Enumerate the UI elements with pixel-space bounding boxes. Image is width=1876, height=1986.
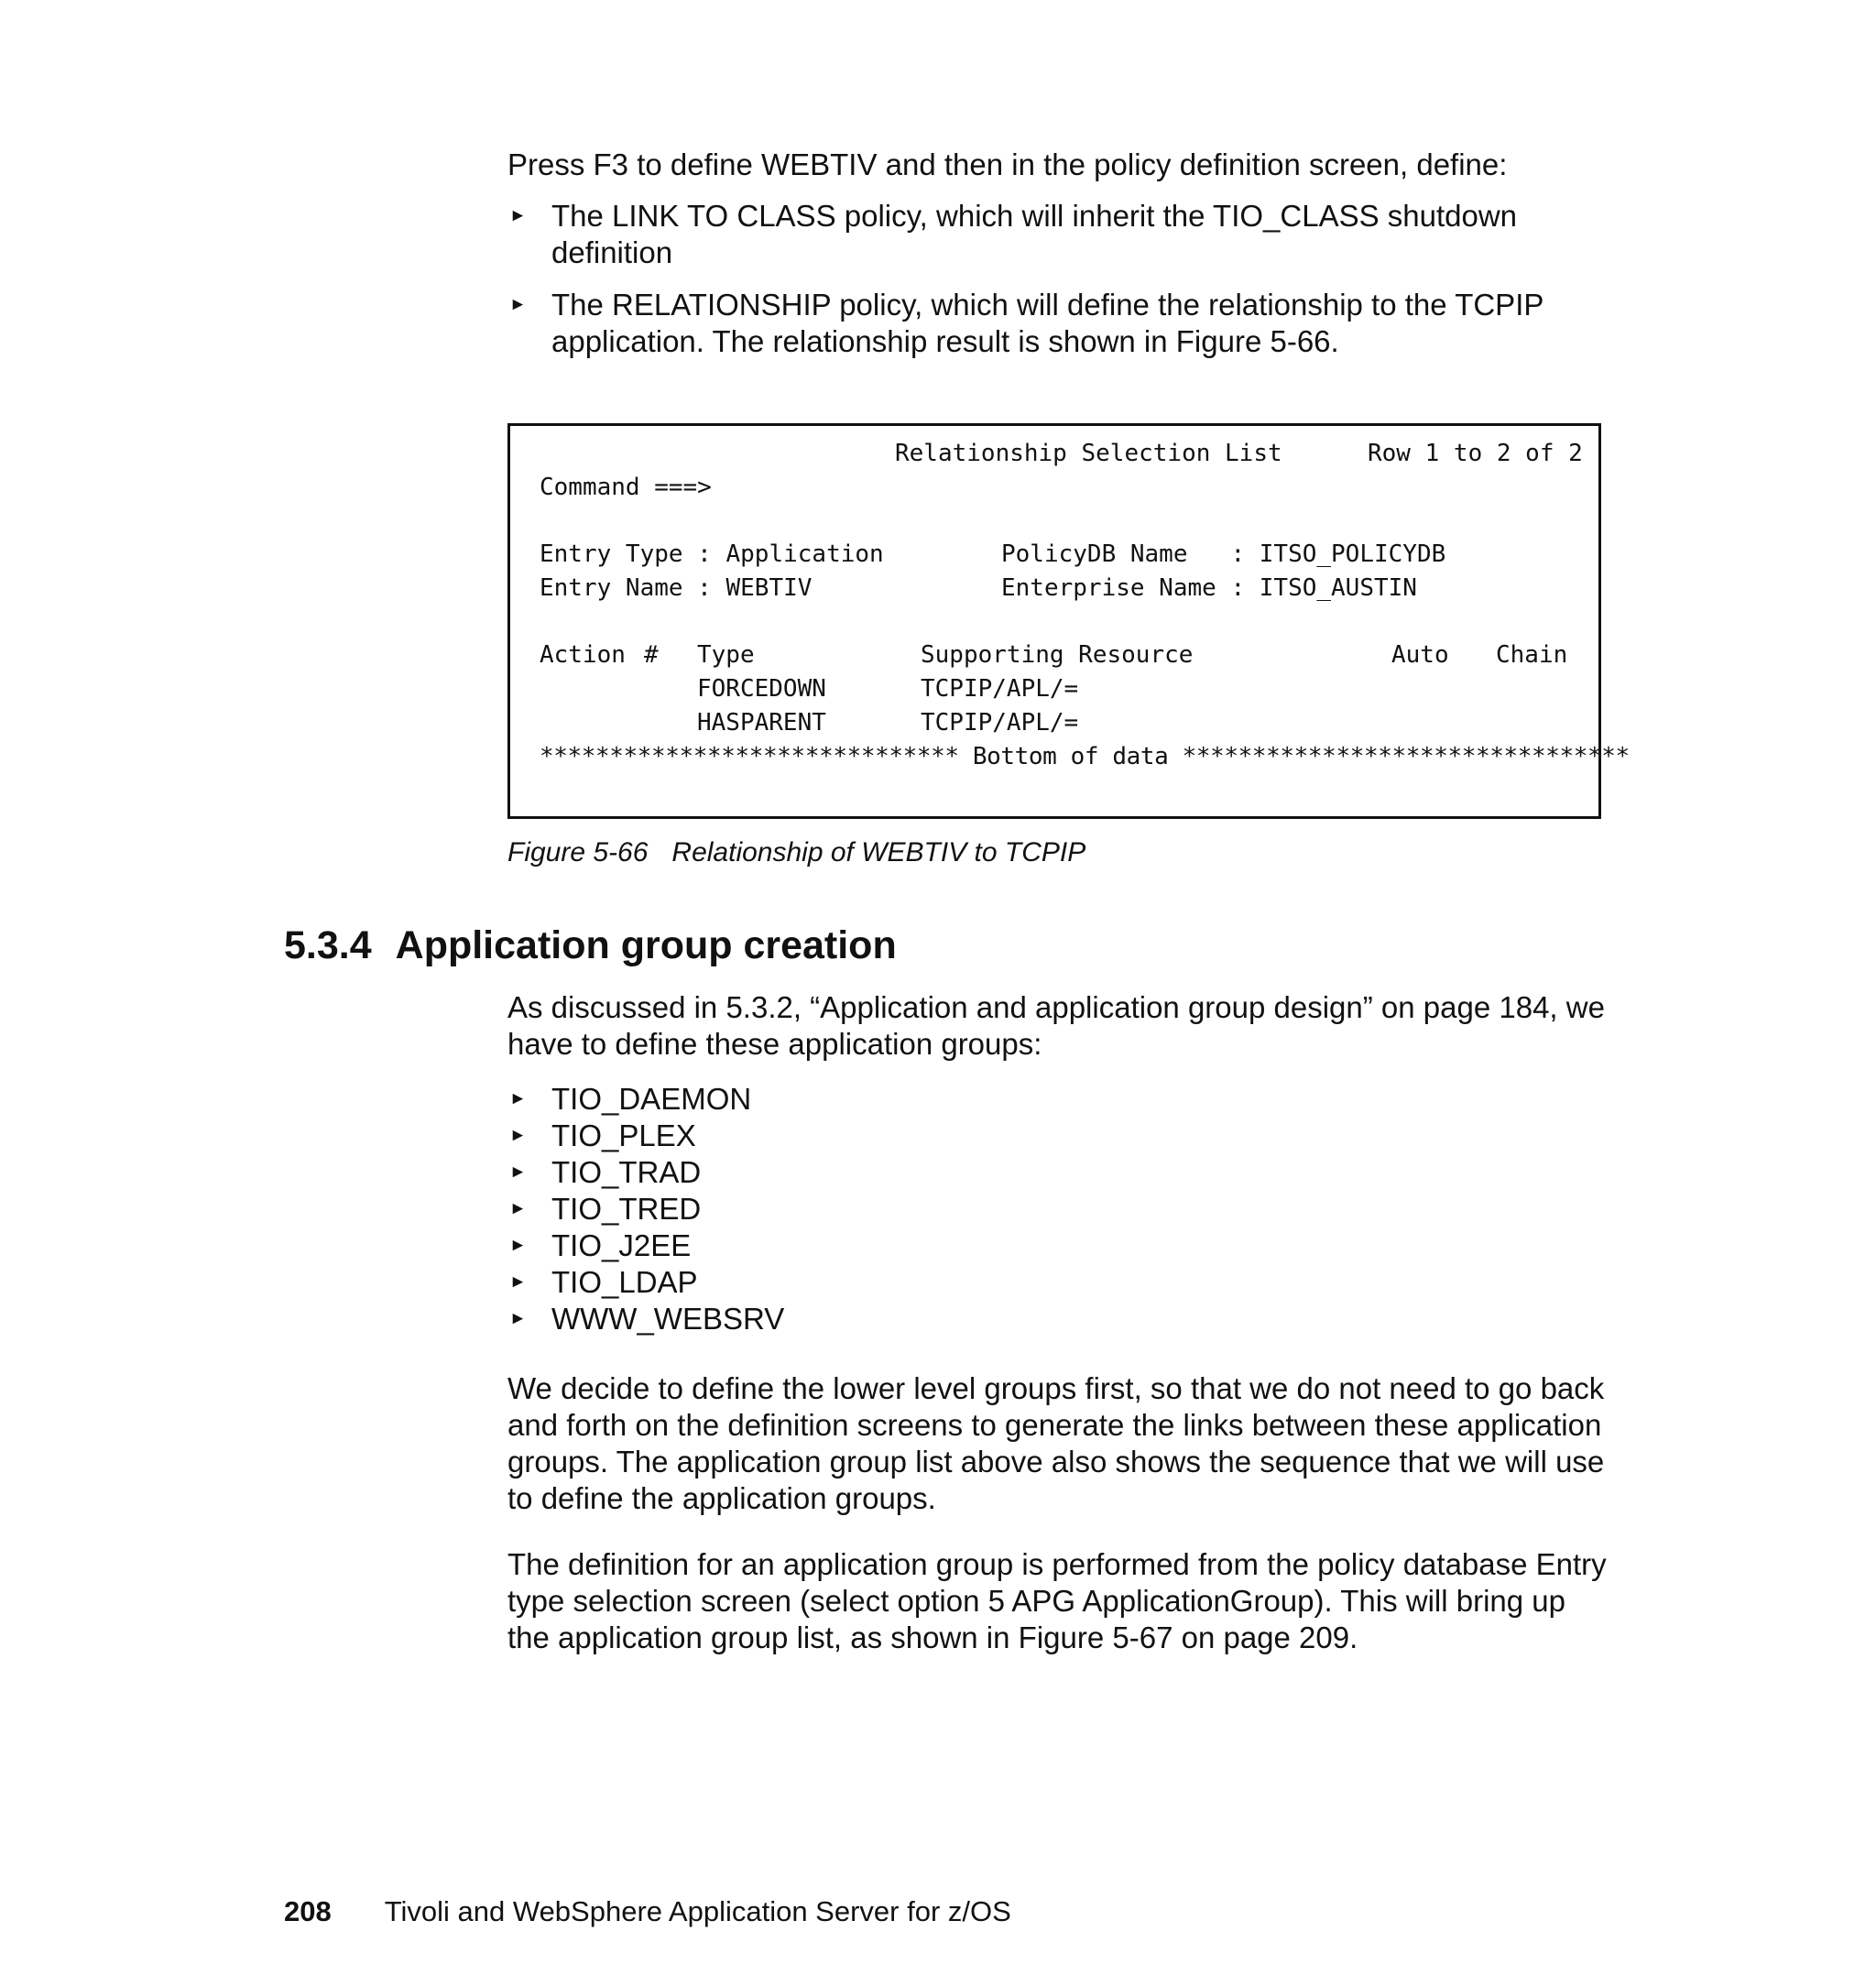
section-heading — [284, 922, 897, 969]
list-item — [507, 1118, 1607, 1154]
bullet-text: The LINK TO CLASS policy, which will inherit the TIO_CLASS shutdown definition — [551, 199, 1518, 269]
section-number: 5.3.4 — [284, 923, 372, 967]
list-item — [507, 1228, 1607, 1264]
bullet-arrow-icon: ► — [509, 1126, 527, 1145]
bottom-of-data-line: ****************************** Bottom of data ******************************** — [540, 743, 1630, 770]
column-header-chain: Chain — [1496, 641, 1568, 669]
figure-number: Figure 5-66 — [507, 837, 649, 868]
application-group-list — [507, 1081, 1607, 1337]
row-resource: TCPIP/APL/= — [921, 675, 1079, 703]
enterprise-name-field: Enterprise Name : ITSO_AUSTIN — [1001, 574, 1417, 602]
bullet-arrow-icon: ► — [509, 206, 527, 225]
bullet-arrow-icon: ► — [509, 295, 527, 314]
column-header-supporting: Supporting Resource — [921, 641, 1194, 669]
group-name: TIO_LDAP — [551, 1265, 698, 1299]
policydb-name-field: PolicyDB Name : ITSO_POLICYDB — [1001, 540, 1446, 568]
section-paragraph: The definition for an application group is performed from the policy database Entry type selection screen (select option 5 APG ApplicationGroup). This will bring up the application group list, as shown in Figure 5-67 on page 209. — [507, 1547, 1607, 1654]
column-header-auto: Auto — [1391, 641, 1449, 669]
entry-type-field: Entry Type : Application — [540, 540, 884, 568]
group-name: TIO_DAEMON — [551, 1082, 752, 1116]
group-name: TIO_TRED — [551, 1192, 702, 1226]
figure-caption — [507, 836, 1085, 869]
row-type: HASPARENT — [697, 709, 826, 737]
bullet-arrow-icon: ► — [509, 1236, 527, 1255]
list-item — [507, 287, 1607, 360]
screen-title: Relationship Selection List — [895, 440, 1282, 467]
policy-bullet-list — [507, 198, 1607, 376]
list-item — [507, 1154, 1607, 1191]
row-resource: TCPIP/APL/= — [921, 709, 1079, 737]
bullet-arrow-icon: ► — [509, 1272, 527, 1292]
page-footer — [284, 1894, 1011, 1929]
section-title: Application group creation — [395, 923, 897, 967]
bullet-text: The RELATIONSHIP policy, which will define the relationship to the TCPIP application. The relationship result is shown in Figure 5-66. — [551, 288, 1543, 358]
bullet-arrow-icon: ► — [509, 1309, 527, 1328]
group-name: TIO_J2EE — [551, 1228, 692, 1262]
section-paragraph: As discussed in 5.3.2, “Application and application group design” on page 184, we have to define these application groups: — [507, 990, 1605, 1061]
column-header-action: Action — [540, 641, 626, 669]
page-number: 208 — [284, 1895, 332, 1927]
list-item — [507, 198, 1607, 271]
bullet-arrow-icon: ► — [509, 1089, 527, 1108]
command-line[interactable]: Command ===> — [540, 474, 712, 501]
bullet-arrow-icon: ► — [509, 1199, 527, 1218]
list-item — [507, 1081, 1607, 1118]
group-name: TIO_PLEX — [551, 1118, 696, 1152]
intro-paragraph: Press F3 to define WEBTIV and then in the policy definition screen, define: — [507, 147, 1508, 181]
book-title: Tivoli and WebSphere Application Server for z/OS — [384, 1895, 1011, 1927]
list-item — [507, 1264, 1607, 1301]
column-header-num: # — [644, 641, 659, 669]
row-type: FORCEDOWN — [697, 675, 826, 703]
entry-name-field: Entry Name : WEBTIV — [540, 574, 813, 602]
terminal-screen — [507, 423, 1630, 819]
column-header-type: Type — [697, 641, 755, 669]
row-info: Row 1 to 2 of 2 — [1368, 440, 1583, 467]
group-name: WWW_WEBSRV — [551, 1302, 785, 1336]
list-item — [507, 1191, 1607, 1228]
list-item — [507, 1301, 1607, 1337]
group-name: TIO_TRAD — [551, 1155, 702, 1189]
figure-title: Relationship of WEBTIV to TCPIP — [671, 837, 1086, 868]
section-paragraph: We decide to define the lower level groups first, so that we do not need to go back and forth on the definition screens to generate the links between these application groups. The application group list above also shows the sequence that we will use to define the application groups. — [507, 1371, 1605, 1515]
bullet-arrow-icon: ► — [509, 1162, 527, 1182]
